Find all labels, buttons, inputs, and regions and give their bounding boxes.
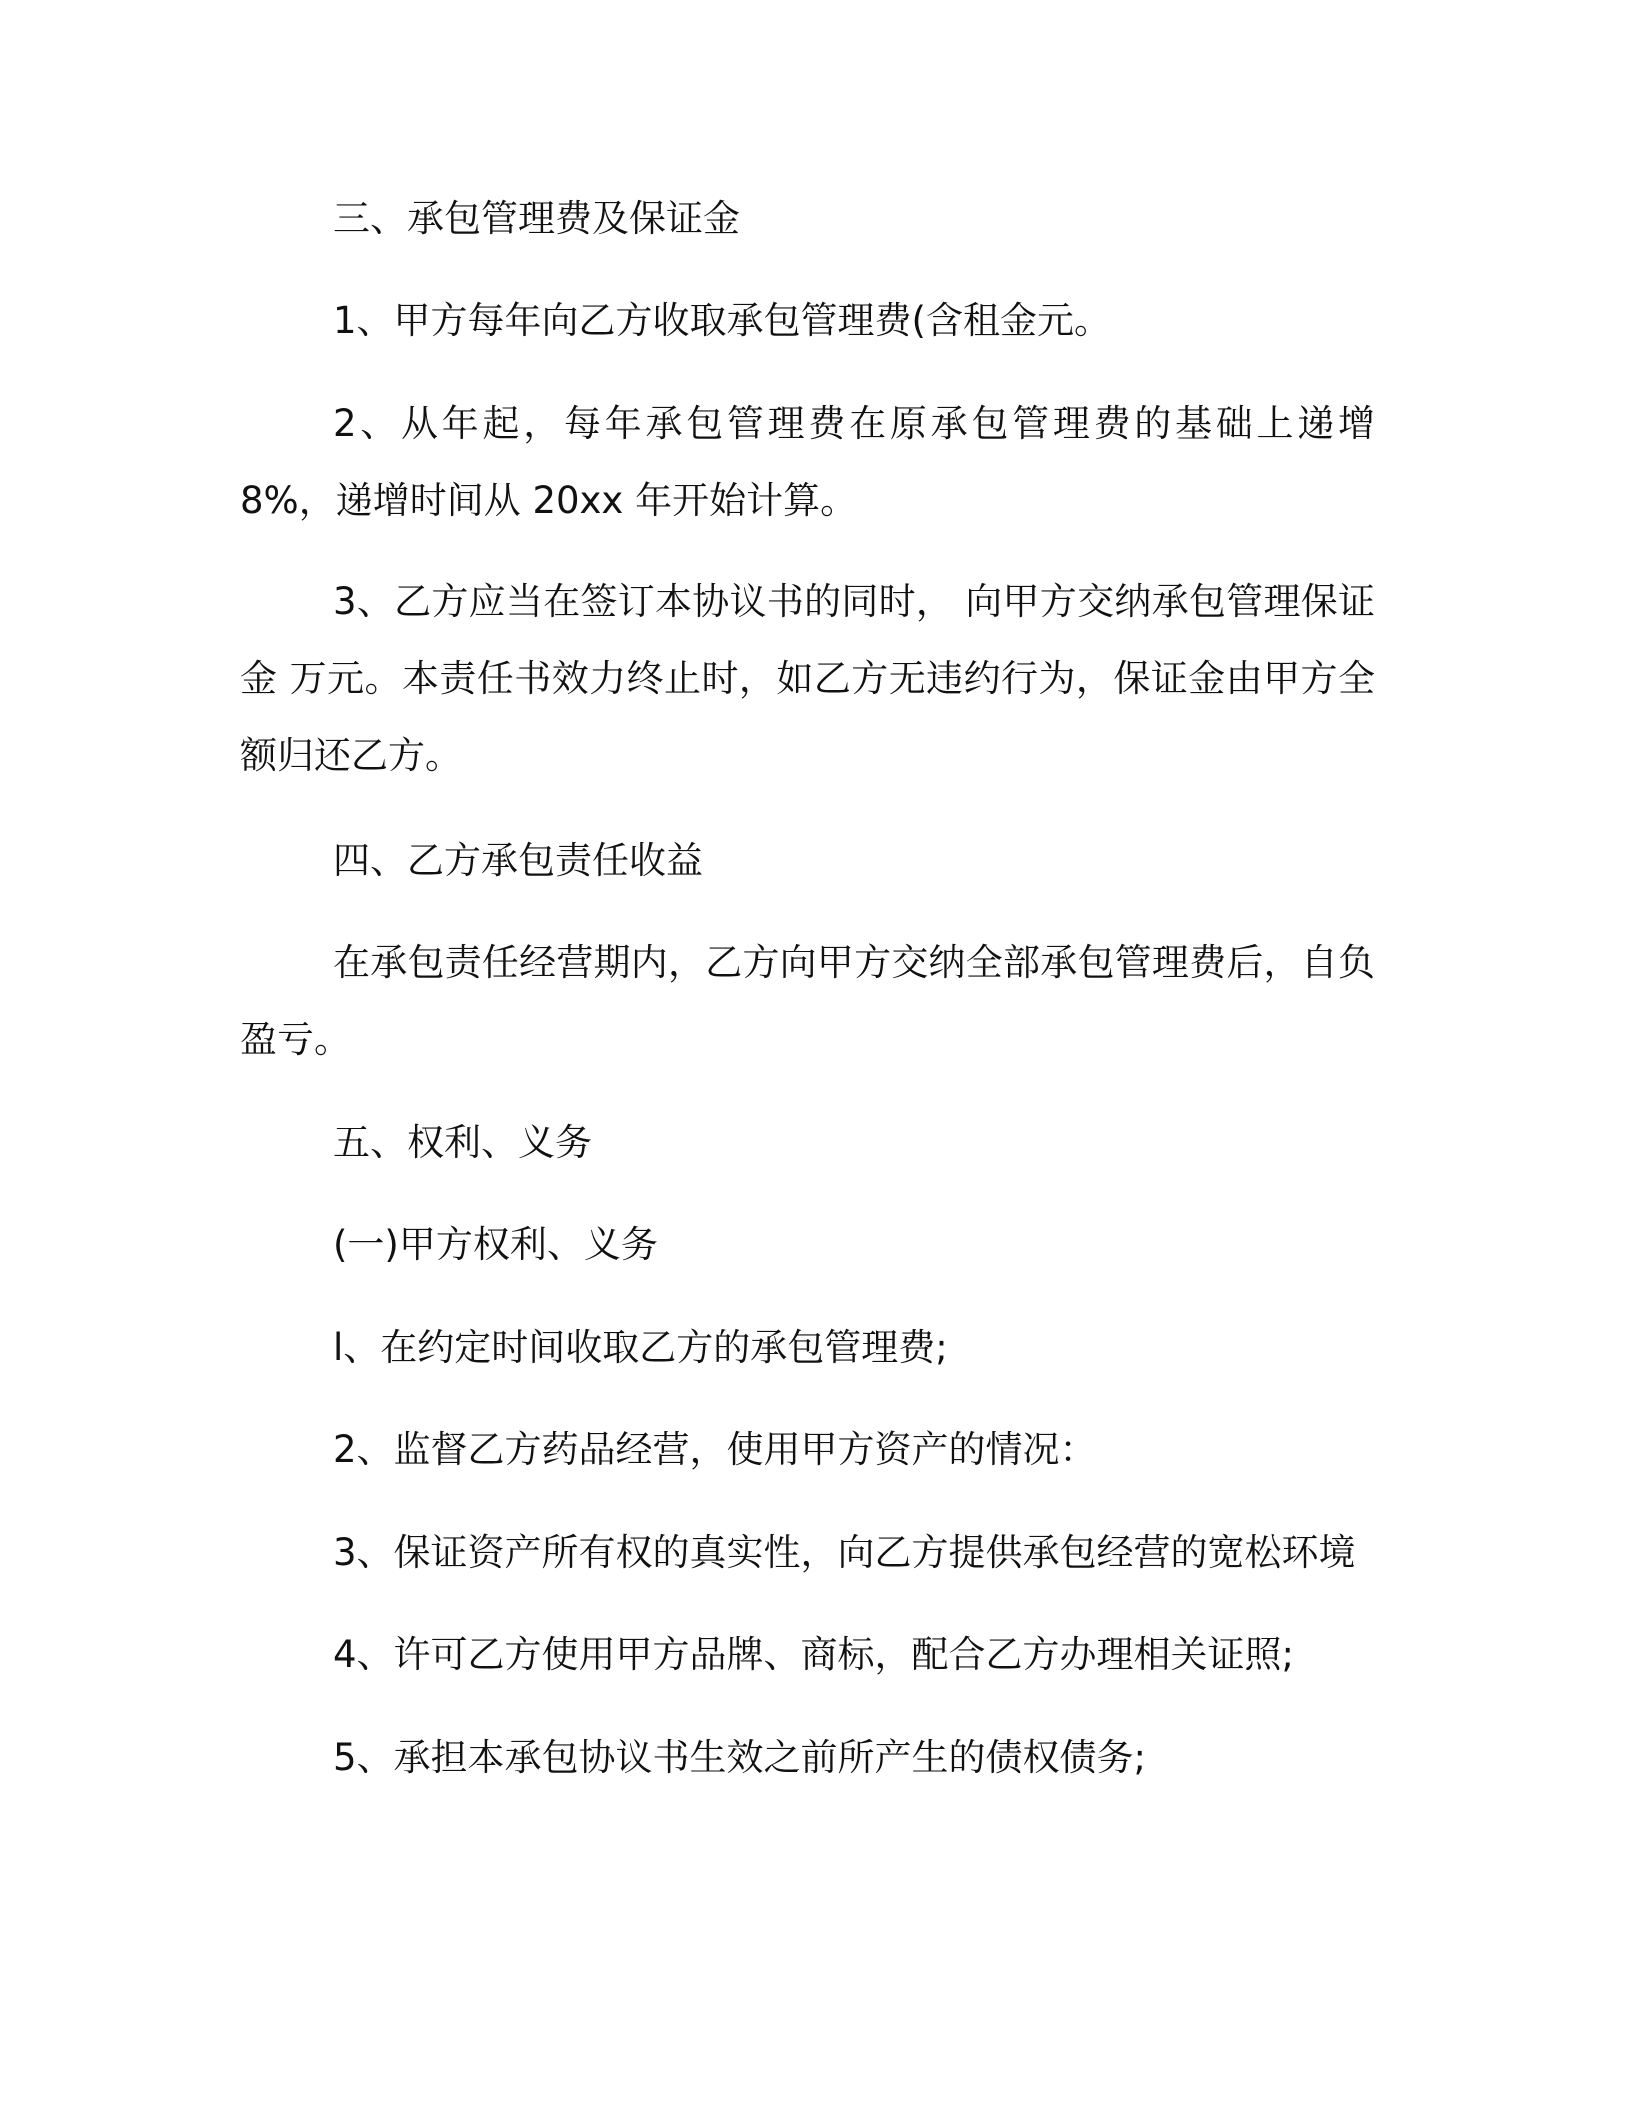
section-heading-5: 五、权利、义务 (333, 1121, 592, 1164)
party-a-item-3: 3、保证资产所有权的真实性，向乙方提供承包经营的宽松环境 (333, 1531, 1356, 1574)
clause-3-2: 2、从年起，每年承包管理费在原承包管理费的基础上递增 8%，递增时间从 20xx 年开始计算。 (240, 402, 1375, 522)
party-a-item-2: 2、监督乙方药品经营，使用甲方资产的情况： (333, 1428, 1097, 1471)
party-a-item-1: l、在约定时间收取乙方的承包管理费; (333, 1326, 948, 1369)
party-a-item-5: 5、承担本承包协议书生效之前所产生的债权债务; (333, 1736, 1147, 1779)
party-a-item-4: 4、许可乙方使用甲方品牌、商标，配合乙方办理相关证照; (333, 1633, 1295, 1676)
clause-3-3: 3、乙方应当在签订本协议书的同时， 向甲方交纳承包管理保证金 万元。本责任书效力终止时，如乙方无违约行为，保证金由甲方全额归还乙方。 (240, 580, 1375, 777)
section-heading-3: 三、承包管理费及保证金 (333, 197, 740, 240)
section-4-body: 在承包责任经营期内，乙方向甲方交纳全部承包管理费后，自负盈亏。 (240, 941, 1375, 1061)
subsection-heading-party-a: (一)甲方权利、义务 (333, 1223, 658, 1266)
clause-3-1: 1、甲方每年向乙方收取承包管理费(含租金元。 (333, 299, 1111, 342)
section-heading-4: 四、乙方承包责任收益 (333, 839, 703, 882)
